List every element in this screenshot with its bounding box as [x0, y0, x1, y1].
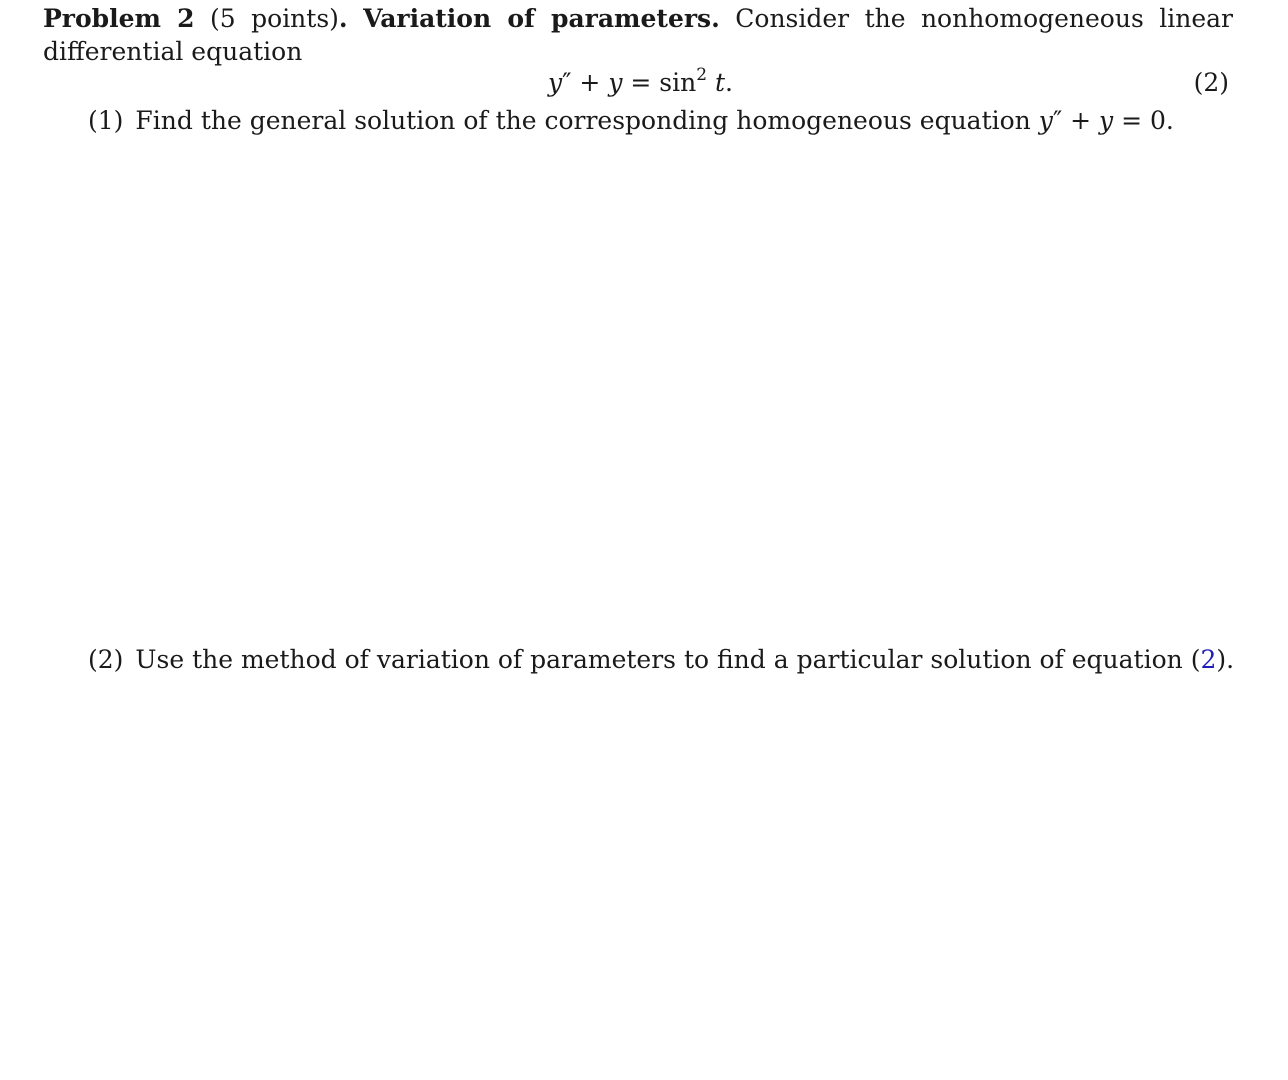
part-1-plus: + — [1062, 106, 1100, 135]
problem-label: Problem 2 — [43, 4, 195, 33]
eq-var-y2: y — [608, 68, 623, 97]
problem-points: (5 points) — [210, 4, 339, 33]
part-1-text: Find the general solution of the corresponding homogeneous equation — [135, 106, 1039, 135]
part-1-number: (1) — [88, 106, 124, 135]
equation-number: (2) — [1193, 68, 1229, 97]
part-1-double-prime: ″ — [1052, 106, 1063, 135]
eq-var-t: t — [715, 68, 726, 97]
part-1 — [88, 104, 1174, 138]
eq-power: 2 — [696, 65, 708, 85]
part-2 — [88, 643, 1234, 677]
problem-topic: Variation of parameters. — [363, 4, 720, 33]
part-2-text: Use the method of variation of parameters to find a particular solution of equation — [135, 645, 1191, 674]
equation-reference-link[interactable]: 2 — [1200, 645, 1217, 674]
problem-label-dot: . — [338, 4, 348, 33]
part-1-var-y: y — [1038, 106, 1053, 135]
eq-var-y: y — [548, 68, 563, 97]
part-2-ref-close: ). — [1216, 645, 1235, 674]
eq-sin: sin — [659, 68, 697, 97]
part-2-number: (2) — [88, 645, 124, 674]
eq-period: . — [725, 68, 733, 97]
eq-double-prime: ″ — [562, 68, 572, 97]
eq-plus: + — [571, 68, 609, 97]
part-2-ref-open: ( — [1190, 645, 1201, 674]
part-1-rest: = 0. — [1113, 106, 1174, 135]
eq-equals: = — [622, 68, 660, 97]
display-equation-row — [43, 66, 1229, 100]
display-equation — [548, 66, 733, 103]
problem-statement — [43, 2, 1233, 68]
problem-intro: Consider the nonhomogeneous linear differential equation — [43, 4, 1233, 66]
part-1-var-y2: y — [1099, 106, 1114, 135]
